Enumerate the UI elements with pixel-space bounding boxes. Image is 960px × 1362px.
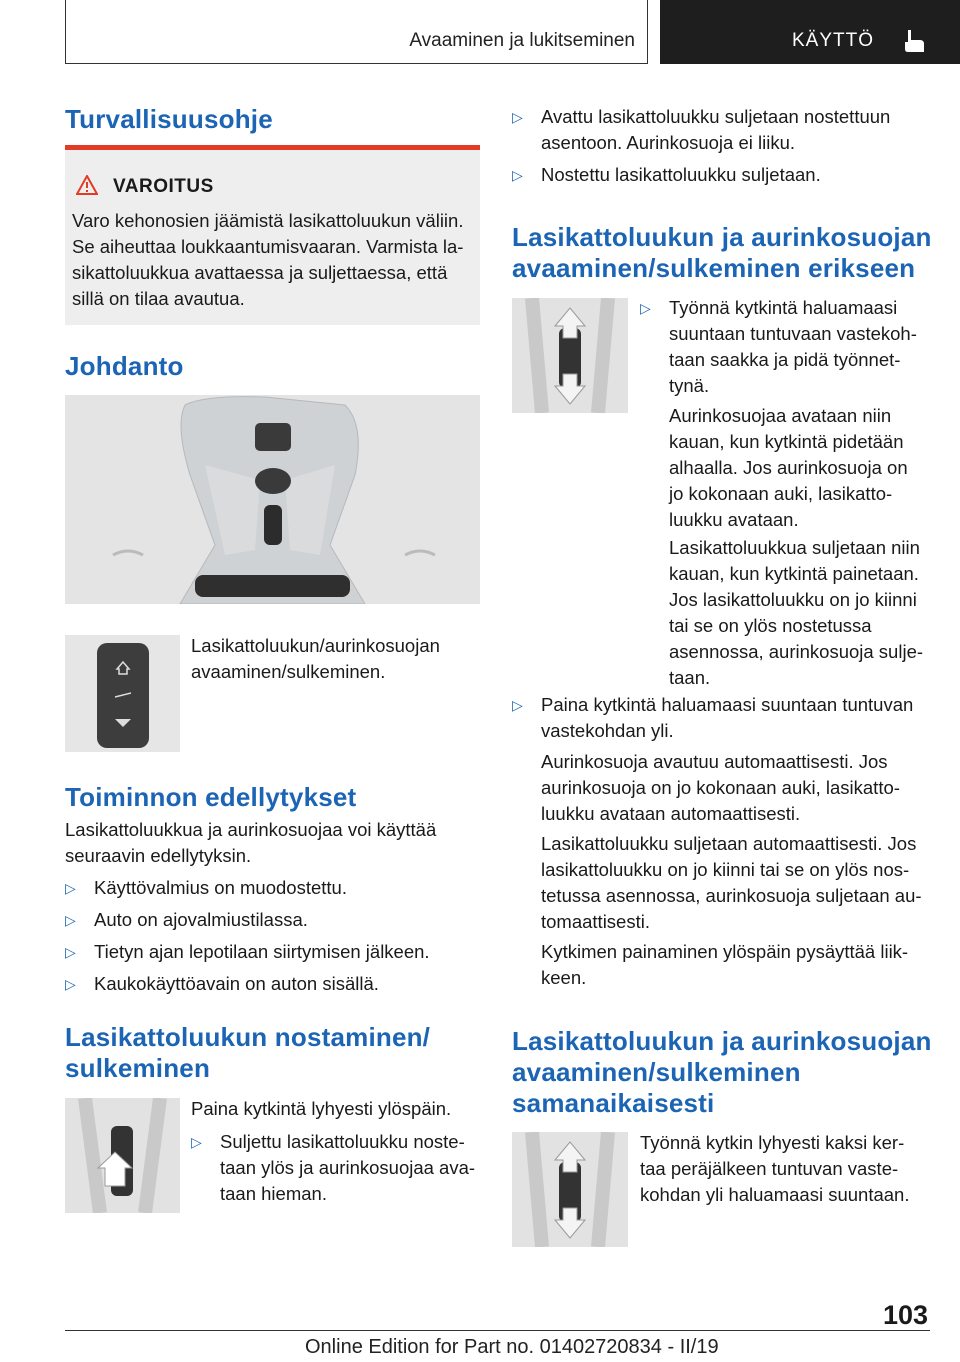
paragraph	[669, 403, 932, 533]
list-item-text: Tietyn ajan lepotilaan siirtymisen jälkeen.	[94, 941, 430, 962]
bullet-triangle-icon: ▷	[512, 697, 523, 713]
warning-title: VAROITUS	[113, 176, 214, 197]
text-line: tomaattisesti.	[541, 911, 650, 932]
list-item	[512, 162, 932, 188]
lift-text: Paina kytkintä lyhyesti ylöspäin.	[191, 1098, 452, 1119]
text-line: Lasikattoluukkua suljetaan niin	[669, 537, 920, 558]
heading-simultaneous	[512, 1026, 932, 1119]
warning-line: Varo kehonosien jäämistä lasikattoluukun väliin.	[72, 210, 464, 231]
warning-line: sillä on tilaa avautua.	[72, 288, 245, 309]
heading-intro: Johdanto	[65, 351, 184, 381]
bullet-triangle-icon: ▷	[65, 976, 76, 992]
text-line: lasikattoluukku on jo kiinni tai se on ylös nos-	[541, 859, 910, 880]
list-item-text	[541, 162, 821, 188]
heading-lift	[65, 1022, 430, 1084]
text-line: seuraavin edellytyksin.	[65, 845, 252, 866]
list-item	[65, 907, 480, 933]
warning-line: Se aiheuttaa loukkaantumisvaaran. Varmista la-	[72, 236, 464, 257]
list-item-text	[541, 104, 890, 156]
bullet-triangle-icon: ▷	[65, 944, 76, 960]
heading-line: avaaminen/sulkeminen erikseen	[512, 253, 916, 283]
text-line: kauan, kun kytkintä painetaan.	[669, 563, 919, 584]
paragraph	[541, 939, 933, 991]
paragraph	[541, 749, 933, 827]
overhead-console-image	[65, 395, 480, 604]
text-line: Suljettu lasikattoluukku noste-	[220, 1131, 465, 1152]
caption-line: avaaminen/sulkeminen.	[191, 661, 386, 682]
text-line: Paina kytkintä haluamaasi suuntaan tuntuvan	[541, 694, 914, 715]
text-line: alhaalla. Jos aurinkosuoja on	[669, 457, 908, 478]
text-line: Nostettu lasikattoluukku suljetaan.	[541, 164, 821, 185]
bullet-triangle-icon: ▷	[191, 1134, 202, 1150]
footer-divider	[65, 1330, 930, 1331]
heading-line: Lasikattoluukun ja aurinkosuojan	[512, 222, 932, 252]
requirements-text	[65, 817, 480, 869]
text-line: Työnnä kytkintä haluamaasi	[669, 297, 898, 318]
heading-line: Lasikattoluukun nostaminen/	[65, 1022, 431, 1052]
warning-text	[72, 208, 477, 312]
footer-edition: Online Edition for Part no. 01402720834 - II/19	[305, 1336, 719, 1358]
text-line: taa peräjälkeen tuntuvan vaste-	[640, 1158, 899, 1179]
text-line: keen.	[541, 967, 587, 988]
list-item	[65, 971, 480, 997]
list-item-text: Kaukokäyttöavain on auton sisällä.	[94, 973, 379, 994]
text-line: Avattu lasikattoluukku suljetaan nostettuun	[541, 106, 891, 127]
text-line: Lasikattoluukkua ja aurinkosuojaa voi käyttää	[65, 819, 437, 840]
bullet-triangle-icon: ▷	[640, 300, 651, 316]
text-line: asennossa, aurinkosuoja sulje-	[669, 641, 924, 662]
page-number: 103	[882, 1300, 928, 1330]
heading-separately	[512, 222, 932, 284]
bullet-triangle-icon: ▷	[512, 109, 523, 125]
text-line: aurinkosuoja on jo kokonaan auki, lasikatto-	[541, 777, 900, 798]
heading-line: samanaikaisesti	[512, 1088, 715, 1118]
list-item-text: Auto on ajovalmiustilassa.	[94, 909, 308, 930]
text-line: Kytkimen painaminen ylöspäin pysäyttää liik-	[541, 941, 909, 962]
switch-updown-image	[512, 298, 628, 413]
text-line: taan hieman.	[220, 1183, 327, 1204]
switch-closeup-image	[65, 635, 180, 752]
list-item	[65, 875, 480, 901]
paragraph	[669, 535, 932, 691]
bullet-triangle-icon: ▷	[65, 912, 76, 928]
text-line: tynä.	[669, 375, 710, 396]
list-item-text: Käyttövalmius on muodostettu.	[94, 877, 347, 898]
text-line: asentoon. Aurinkosuoja ei liiku.	[541, 132, 796, 153]
text-line: taan.	[669, 667, 711, 688]
bullet-triangle-icon: ▷	[65, 880, 76, 896]
list-item-text	[669, 295, 917, 399]
heading-line: Lasikattoluukun ja aurinkosuojan	[512, 1026, 932, 1056]
paragraph	[541, 831, 933, 935]
caption-line: Lasikattoluukun/aurinkosuojan	[191, 635, 440, 656]
text-line: Työnnä kytkin lyhyesti kaksi ker-	[640, 1132, 905, 1153]
list-item	[640, 295, 932, 399]
heading-line: sulkeminen	[65, 1053, 211, 1083]
text-line: tai se on ylös nostetussa	[669, 615, 872, 636]
list-item-text	[541, 692, 913, 744]
text-line: Lasikattoluukku suljetaan automaattisesti. Jos	[541, 833, 917, 854]
header-chapter-title: KÄYTTÖ	[792, 30, 875, 51]
list-item	[191, 1129, 481, 1207]
text-line: Aurinkosuojaa avataan niin	[669, 405, 892, 426]
text-line: Aurinkosuoja avautuu automaattisesti. Jos	[541, 751, 888, 772]
heading-safety: Turvallisuusohje	[65, 104, 273, 134]
text-line: Jos lasikattoluukku on jo kiinni	[669, 589, 917, 610]
paragraph	[640, 1130, 932, 1208]
list-item	[512, 692, 932, 744]
text-line: luukku avataan automaattisesti.	[541, 803, 801, 824]
header-section-title: Avaaminen ja lukitseminen	[409, 30, 635, 51]
pointing-hand-icon	[900, 28, 926, 54]
heading-requirements: Toiminnon edellytykset	[65, 782, 357, 812]
header-chapter-tab	[660, 0, 960, 64]
image-caption	[191, 633, 481, 685]
warning-triangle-icon	[76, 175, 98, 195]
warning-line: sikattoluukkua avattaessa ja suljettaessa, että	[72, 262, 448, 283]
text-line: taan saakka ja pidä työnnet-	[669, 349, 901, 370]
list-item	[512, 104, 932, 156]
list-item	[65, 939, 480, 965]
text-line: suuntaan tuntuvaan vastekoh-	[669, 323, 917, 344]
warning-box	[65, 145, 480, 325]
text-line: kohdan yli haluamaasi suuntaan.	[640, 1184, 910, 1205]
heading-line: avaaminen/sulkeminen	[512, 1057, 801, 1087]
text-line: tetussa asennossa, aurinkosuoja suljetaan au-	[541, 885, 922, 906]
text-line: kauan, kun kytkintä pidetään	[669, 431, 904, 452]
text-line: taan ylös ja aurinkosuojaa ava-	[220, 1157, 476, 1178]
bullet-triangle-icon: ▷	[512, 167, 523, 183]
switch-up-image	[65, 1098, 180, 1213]
list-item-text	[220, 1129, 475, 1207]
text-line: luukku avataan.	[669, 509, 799, 530]
header-section-box	[65, 0, 648, 64]
switch-double-press-image	[512, 1132, 628, 1247]
text-line: jo kokonaan auki, lasikatto-	[669, 483, 893, 504]
text-line: vastekohdan yli.	[541, 720, 674, 741]
